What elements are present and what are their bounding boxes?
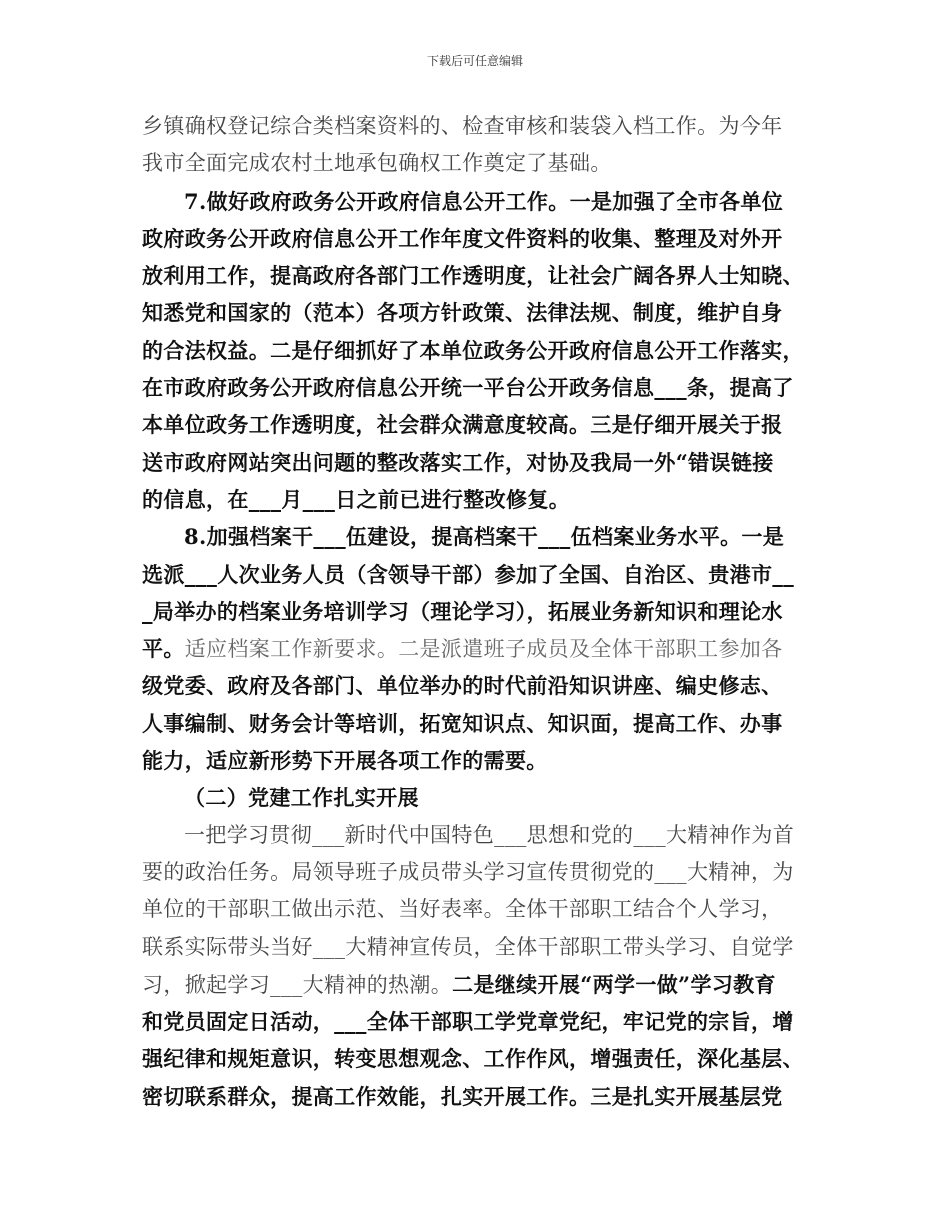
text-line: 级党委、政府及各部门、单位举办的时代前沿知识讲座、编史修志、 [142, 673, 783, 699]
text-line: _局举办的档案业务培训学习（理论学习），拓展业务新知识和理论水 [142, 598, 783, 624]
text-line: 的信息，在___月___日之前已进行整改修复。 [142, 486, 571, 512]
text-fragment: 习，掀起学习___大精神的热潮。 [142, 972, 453, 997]
text-line: 单位的干部职工做出示范、当好表率。全体干部职工结合个人学习， [142, 897, 783, 922]
text-line-mixed [142, 630, 812, 667]
text-fragment: 二是继续开展“两学一做”学习教育 [452, 971, 776, 997]
text-line: 知悉党和国家的（范本）各项方针政策、法律法规、制度，维护自身 [142, 300, 783, 326]
text-line: 在市政府政务公开政府信息公开统一平台公开政务信息___条，提高了 [142, 375, 794, 401]
text-line: 强纪律和规矩意识，转变思想观念、工作作风，增强责任，深化基层、 [142, 1046, 804, 1072]
text-line: 能力，适应新形势下开展各项工作的需要。 [142, 748, 548, 774]
text-line: 和党员固定日活动，___全体干部职工学党章党纪，牢记党的宗旨，增 [142, 1009, 794, 1035]
text-line: 联系实际带头当好___大精神宣传员，全体干部职工带头学习、自觉学 [142, 934, 794, 959]
text-line: 选派___人次业务人员（含领导干部）参加了全国、自治区、贵港市__ [142, 561, 795, 587]
text-fragment: 适应档案工作新要求。二是派遣班子成员及全体干部职工参加各 [184, 637, 783, 662]
text-line: 人事编制、财务会计等培训，拓宽知识点、知识面，提高工作、办事 [142, 710, 783, 736]
text-line: 放利用工作，提高政府各部门工作透明度，让社会广阔各界人士知晓、 [142, 263, 804, 289]
text-line: 密切联系群众，提高工作效能，扎实开展工作。三是扎实开展基层党 [142, 1083, 783, 1109]
page-header: 下载后可任意编辑 [426, 54, 523, 68]
text-line: 的合法权益。二是仔细抓好了本单位政务公开政府信息公开工作落实， [142, 337, 804, 363]
text-line: 送市政府网站突出问题的整改落实工作，对协及我局一外“错误链接 [142, 449, 774, 475]
text-line: 一把学习贯彻___新时代中国特色___思想和党的___大精神作为首 [184, 822, 795, 847]
text-line: 7.做好政府政务公开政府信息公开工作。一是加强了全市各单位 [184, 188, 784, 214]
text-line: 要的政治任务。局领导班子成员带头学习宣传贯彻党的___大精神，为 [142, 859, 794, 884]
text-line: 8.加强档案干___伍建设，提高档案干___伍档案业务水平。一是 [184, 524, 785, 550]
section-heading: （二）党建工作扎实开展 [184, 785, 419, 811]
document-body [142, 108, 812, 1115]
text-line: 政府政务公开政府信息公开工作年度文件资料的收集、整理及对外开 [142, 225, 783, 251]
text-fragment: 平。 [142, 636, 185, 662]
text-line: 我市全面完成农村土地承包确权工作奠定了基础。 [142, 151, 612, 176]
text-line: 乡镇确权登记综合类档案资料的、检查审核和装袋入档工作。为今年 [142, 114, 783, 138]
text-line-mixed [142, 966, 812, 1003]
text-line: 本单位政务工作透明度，社会群众满意度较高。三是仔细开展关于报 [142, 412, 783, 438]
